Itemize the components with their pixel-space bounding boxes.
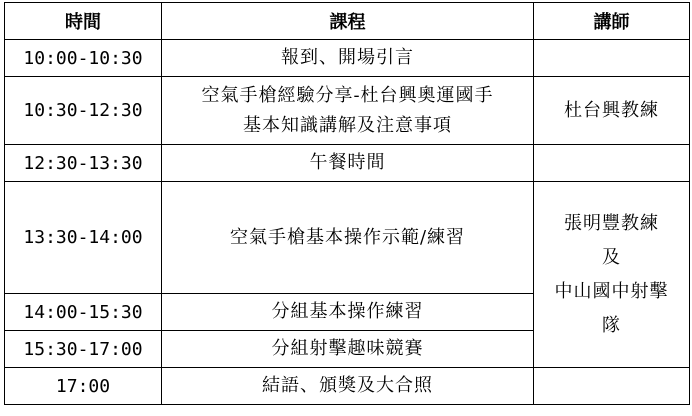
course-line: 空氣手槍經驗分享-杜台興奧運國手 — [201, 84, 494, 106]
table-row — [5, 145, 690, 182]
table-row — [5, 182, 690, 294]
course-cell — [162, 294, 534, 331]
course-line: 基本知識講解及注意事項 — [243, 114, 452, 136]
header-instructor: 講師 — [534, 3, 690, 40]
table-row — [5, 40, 690, 77]
time-cell: 14:00-15:30 — [5, 294, 162, 331]
schedule-table — [4, 2, 690, 405]
course-line: 分組基本操作練習 — [271, 301, 424, 322]
course-line: 分組射擊趣味競賽 — [271, 338, 424, 359]
instructor-cell — [534, 182, 690, 368]
time-cell: 13:30-14:00 — [5, 182, 162, 294]
instructor-line: 張明豐教練 — [564, 212, 659, 234]
course-cell — [162, 77, 534, 145]
instructor-line: 隊 — [602, 314, 621, 336]
header-row — [5, 3, 690, 40]
header-time: 時間 — [5, 3, 162, 40]
time-cell: 15:30-17:00 — [5, 331, 162, 368]
course-line: 報到、開場引言 — [281, 47, 414, 68]
course-line: 午餐時間 — [309, 152, 386, 173]
instructor-cell-empty — [534, 368, 690, 405]
instructor-cell-empty — [534, 145, 690, 182]
time-cell: 12:30-13:30 — [5, 145, 162, 182]
course-cell — [162, 145, 534, 182]
time-cell: 10:00-10:30 — [5, 40, 162, 77]
instructor-line: 中山國中射擊 — [554, 280, 669, 302]
instructor-line: 及 — [602, 246, 621, 268]
time-cell: 10:30-12:30 — [5, 77, 162, 145]
table-row — [5, 368, 690, 405]
course-line: 結語、頒獎及大合照 — [262, 375, 433, 396]
time-cell: 17:00 — [5, 368, 162, 405]
table-row — [5, 77, 690, 145]
instructor-cell-empty — [534, 40, 690, 77]
course-cell — [162, 368, 534, 405]
instructor-cell — [534, 77, 690, 145]
course-line: 空氣手槍基本操作示範/練習 — [229, 226, 466, 248]
header-course: 課程 — [162, 3, 534, 40]
course-cell — [162, 40, 534, 77]
course-cell — [162, 331, 534, 368]
course-cell — [162, 182, 534, 294]
instructor-line: 杜台興教練 — [564, 99, 659, 121]
